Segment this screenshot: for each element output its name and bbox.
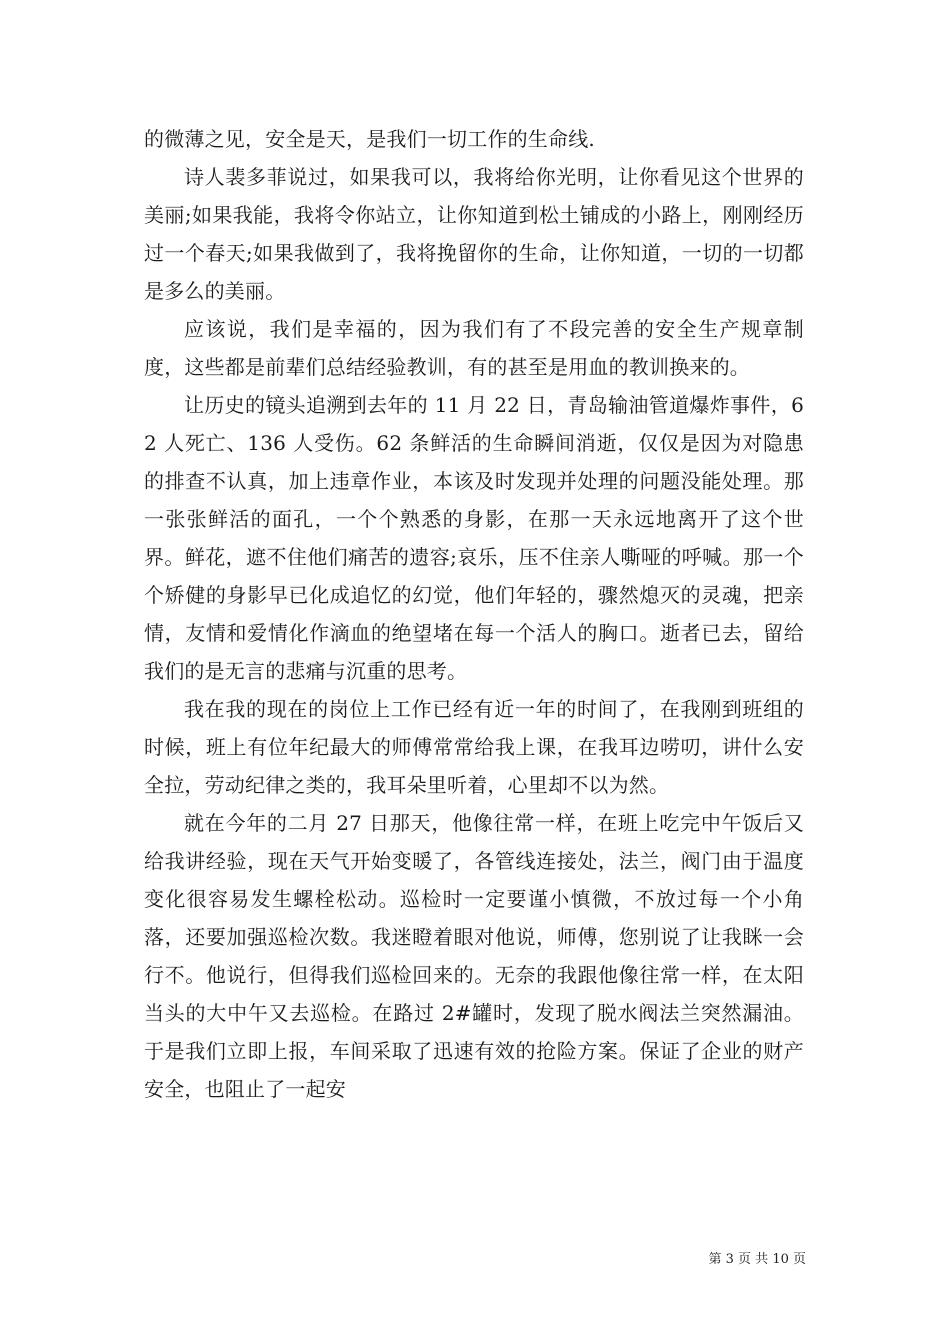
document-body	[144, 120, 804, 1108]
paragraph-1: 的微薄之见，安全是天，是我们一切工作的生命线.	[144, 127, 595, 151]
paragraph-6: 就在今年的二月 27 日那天，他像往常一样，在班上吃完中午饭后又给我讲经验，现在天气开始变暖了，各管线连接处，法兰，阀门由于温度变化很容易发生螺栓松动。巡检时一定要谨小慎微，不放过每一个小角落，还要加强巡检次数。我迷瞪着眼对他说，师傅，您别说了让我眯一会行不。他说行，但得我们巡检回来的。无奈的我跟他像往常一样，在太阳当头的大中午又去巡检。在路过 2#罐时，发现了脱水阀法兰突然漏油。于是我们立即上报，车间采取了迅速有效的抢险方案。保证了企业的财产安全，也阻止了一起安	[144, 811, 804, 1101]
paragraph-5: 我在我的现在的岗位上工作已经有近一年的时间了，在我刚到班组的时候，班上有位年纪最大的师傅常常给我上课，在我耳边唠叨，讲什么安全拉，劳动纪律之类的，我耳朵里听着，心里却不以为然。	[144, 697, 804, 797]
paragraph-4: 让历史的镜头追溯到去年的 11 月 22 日，青岛输油管道爆炸事件，62 人死亡、136 人受伤。62 条鲜活的生命瞬间消逝，仅仅是因为对隐患的排查不认真，加上违章作业，本该及时发现并处理的问题没能处理。那一张张鲜活的面孔，一个个熟悉的身影，在那一天永远地离开了这个世界。鲜花，遮不住他们痛苦的遗容;哀乐，压不住亲人嘶哑的呼喊。那一个个矫健的身影早已化成追忆的幻觉，他们年轻的，骤然熄灭的灵魂，把亲情，友情和爱情化作滴血的绝望堵在每一个活人的胸口。逝者已去，留给我们的是无言的悲痛与沉重的思考。	[144, 393, 804, 683]
page-number-footer: 第 3 页 共 10 页	[708, 1252, 806, 1267]
paragraph-2: 诗人裴多菲说过，如果我可以，我将给你光明，让你看见这个世界的美丽;如果我能，我将令你站立，让你知道到松土铺成的小路上，刚刚经历过一个春天;如果我做到了，我将挽留你的生命，让你知道，一切的一切都是多么的美丽。	[144, 165, 804, 303]
paragraph-3: 应该说，我们是幸福的，因为我们有了不段完善的安全生产规章制度，这些都是前辈们总结经验教训，有的甚至是用血的教训换来的。	[144, 317, 804, 379]
